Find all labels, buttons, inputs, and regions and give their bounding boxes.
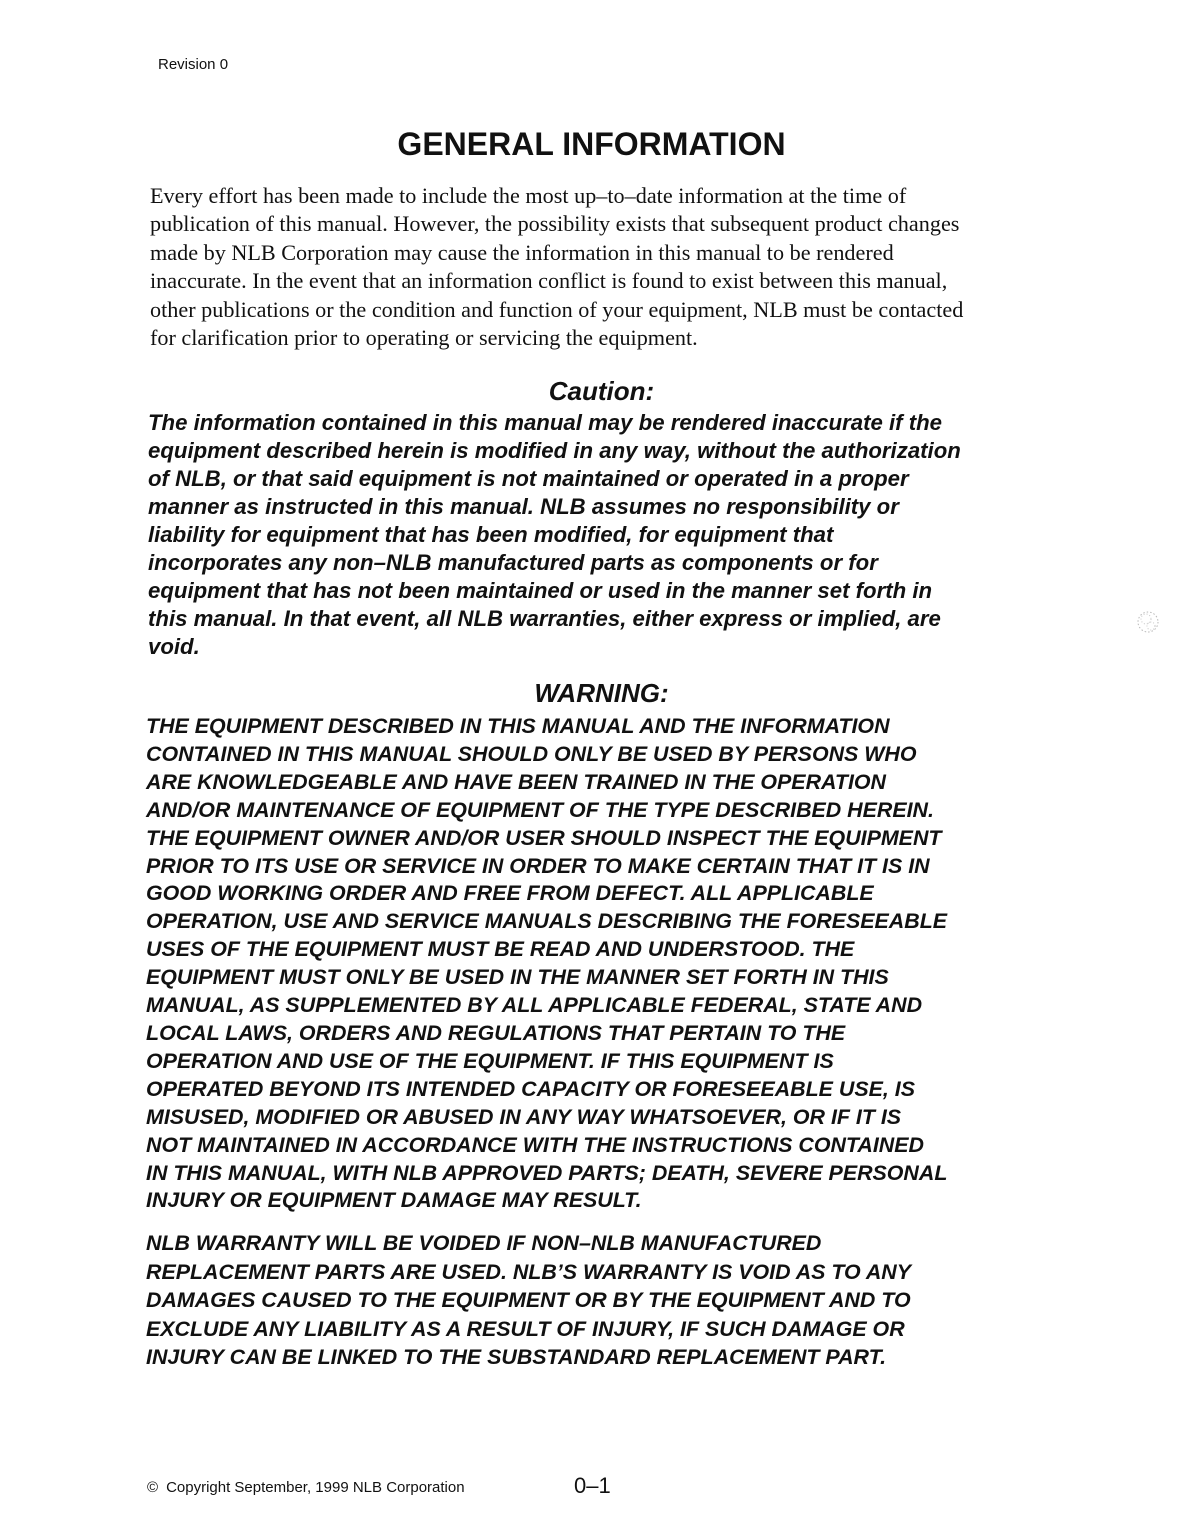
caution-paragraph bbox=[148, 409, 1068, 661]
warning-line: OPERATION, USE AND SERVICE MANUALS DESCRIBING THE FORESEEABLE bbox=[146, 909, 948, 934]
intro-line: inaccurate. In the event that an information conflict is found to exist between this manual, bbox=[150, 268, 948, 294]
warning-line: IN THIS MANUAL, WITH NLB APPROVED PARTS; DEATH, SEVERE PERSONAL bbox=[146, 1160, 948, 1185]
warning-line: LOCAL LAWS, ORDERS AND REGULATIONS THAT PERTAIN TO THE bbox=[146, 1020, 846, 1045]
warning-line: EQUIPMENT MUST ONLY BE USED IN THE MANNER SET FORTH IN THIS bbox=[146, 965, 889, 990]
intro-line: publication of this manual. However, the possibility exists that subsequent product changes bbox=[150, 211, 960, 237]
caution-line: equipment that has not been maintained or used in the manner set forth in bbox=[148, 578, 933, 603]
warning-line: GOOD WORKING ORDER AND FREE FROM DEFECT. ALL APPLICABLE bbox=[146, 881, 874, 906]
copyright-icon: © bbox=[147, 1479, 159, 1496]
scan-speck bbox=[1134, 605, 1162, 639]
warning-line: INJURY OR EQUIPMENT DAMAGE MAY RESULT. bbox=[146, 1188, 642, 1213]
revision-label: Revision 0 bbox=[158, 56, 229, 73]
warranty-line: INJURY CAN BE LINKED TO THE SUBSTANDARD REPLACEMENT PART. bbox=[146, 1345, 887, 1370]
caution-line: of NLB, or that said equipment is not maintained or operated in a proper bbox=[148, 466, 909, 491]
warning-paragraph bbox=[146, 713, 1066, 1215]
copyright-text: Copyright September, 1999 NLB Corporation bbox=[166, 1479, 465, 1496]
page-title: GENERAL INFORMATION bbox=[397, 126, 786, 162]
intro-line: Every effort has been made to include the most up–to–date information at the time of bbox=[150, 183, 907, 208]
page-number: 0–1 bbox=[574, 1473, 611, 1498]
intro-line: made by NLB Corporation may cause the information in this manual to be rendered bbox=[150, 239, 894, 265]
warning-line: OPERATED BEYOND ITS INTENDED CAPACITY OR FORESEEABLE USE, IS bbox=[146, 1076, 915, 1101]
intro-line: other publications or the condition and function of your equipment, NLB must be contacted bbox=[150, 296, 964, 322]
intro-paragraph bbox=[150, 182, 1050, 352]
caution-line: manner as instructed in this manual. NLB assumes no responsibility or bbox=[148, 494, 899, 519]
caution-line: equipment described herein is modified in any way, without the authorization bbox=[148, 438, 961, 463]
warranty-line: REPLACEMENT PARTS ARE USED. NLB’S WARRANTY IS VOID AS TO ANY bbox=[146, 1259, 911, 1284]
warning-line: CONTAINED IN THIS MANUAL SHOULD ONLY BE USED BY PERSONS WHO bbox=[146, 741, 917, 766]
caution-line: incorporates any non–NLB manufactured parts as components or for bbox=[148, 550, 878, 575]
warning-heading: WARNING: bbox=[534, 678, 669, 708]
warning-line: MISUSED, MODIFIED OR ABUSED IN ANY WAY WHATSOEVER, OR IF IT IS bbox=[146, 1104, 902, 1129]
warning-line: AND/OR MAINTENANCE OF EQUIPMENT OF THE TYPE DESCRIBED HEREIN. bbox=[146, 797, 934, 822]
warning-line: ARE KNOWLEDGEABLE AND HAVE BEEN TRAINED IN THE OPERATION bbox=[146, 769, 886, 794]
warning-line: OPERATION AND USE OF THE EQUIPMENT. IF THIS EQUIPMENT IS bbox=[146, 1048, 834, 1073]
caution-line: The information contained in this manual may be rendered inaccurate if the bbox=[148, 410, 942, 435]
warning-line: NOT MAINTAINED IN ACCORDANCE WITH THE INSTRUCTIONS CONTAINED bbox=[146, 1132, 924, 1157]
footer-copyright bbox=[147, 1479, 465, 1496]
warning-line: THE EQUIPMENT DESCRIBED IN THIS MANUAL AND THE INFORMATION bbox=[146, 714, 890, 738]
caution-line: liability for equipment that has been modified, for equipment that bbox=[148, 522, 834, 547]
warranty-line: DAMAGES CAUSED TO THE EQUIPMENT OR BY THE EQUIPMENT AND TO bbox=[146, 1288, 911, 1313]
caution-line: void. bbox=[148, 634, 200, 659]
warning-line: PRIOR TO ITS USE OR SERVICE IN ORDER TO MAKE CERTAIN THAT IT IS IN bbox=[146, 853, 930, 878]
warranty-paragraph bbox=[146, 1229, 1066, 1372]
warranty-line: NLB WARRANTY WILL BE VOIDED IF NON–NLB MANUFACTURED bbox=[146, 1231, 822, 1255]
caution-line: this manual. In that event, all NLB warranties, either express or implied, are bbox=[148, 606, 941, 631]
intro-line: for clarification prior to operating or servicing the equipment. bbox=[150, 325, 698, 351]
warranty-line: EXCLUDE ANY LIABILITY AS A RESULT OF INJURY, IF SUCH DAMAGE OR bbox=[146, 1316, 905, 1341]
warning-line: MANUAL, AS SUPPLEMENTED BY ALL APPLICABLE FEDERAL, STATE AND bbox=[146, 993, 923, 1018]
warning-line: USES OF THE EQUIPMENT MUST BE READ AND UNDERSTOOD. THE bbox=[146, 937, 855, 962]
warning-line: THE EQUIPMENT OWNER AND/OR USER SHOULD INSPECT THE EQUIPMENT bbox=[146, 825, 942, 850]
caution-heading: Caution: bbox=[548, 376, 655, 406]
